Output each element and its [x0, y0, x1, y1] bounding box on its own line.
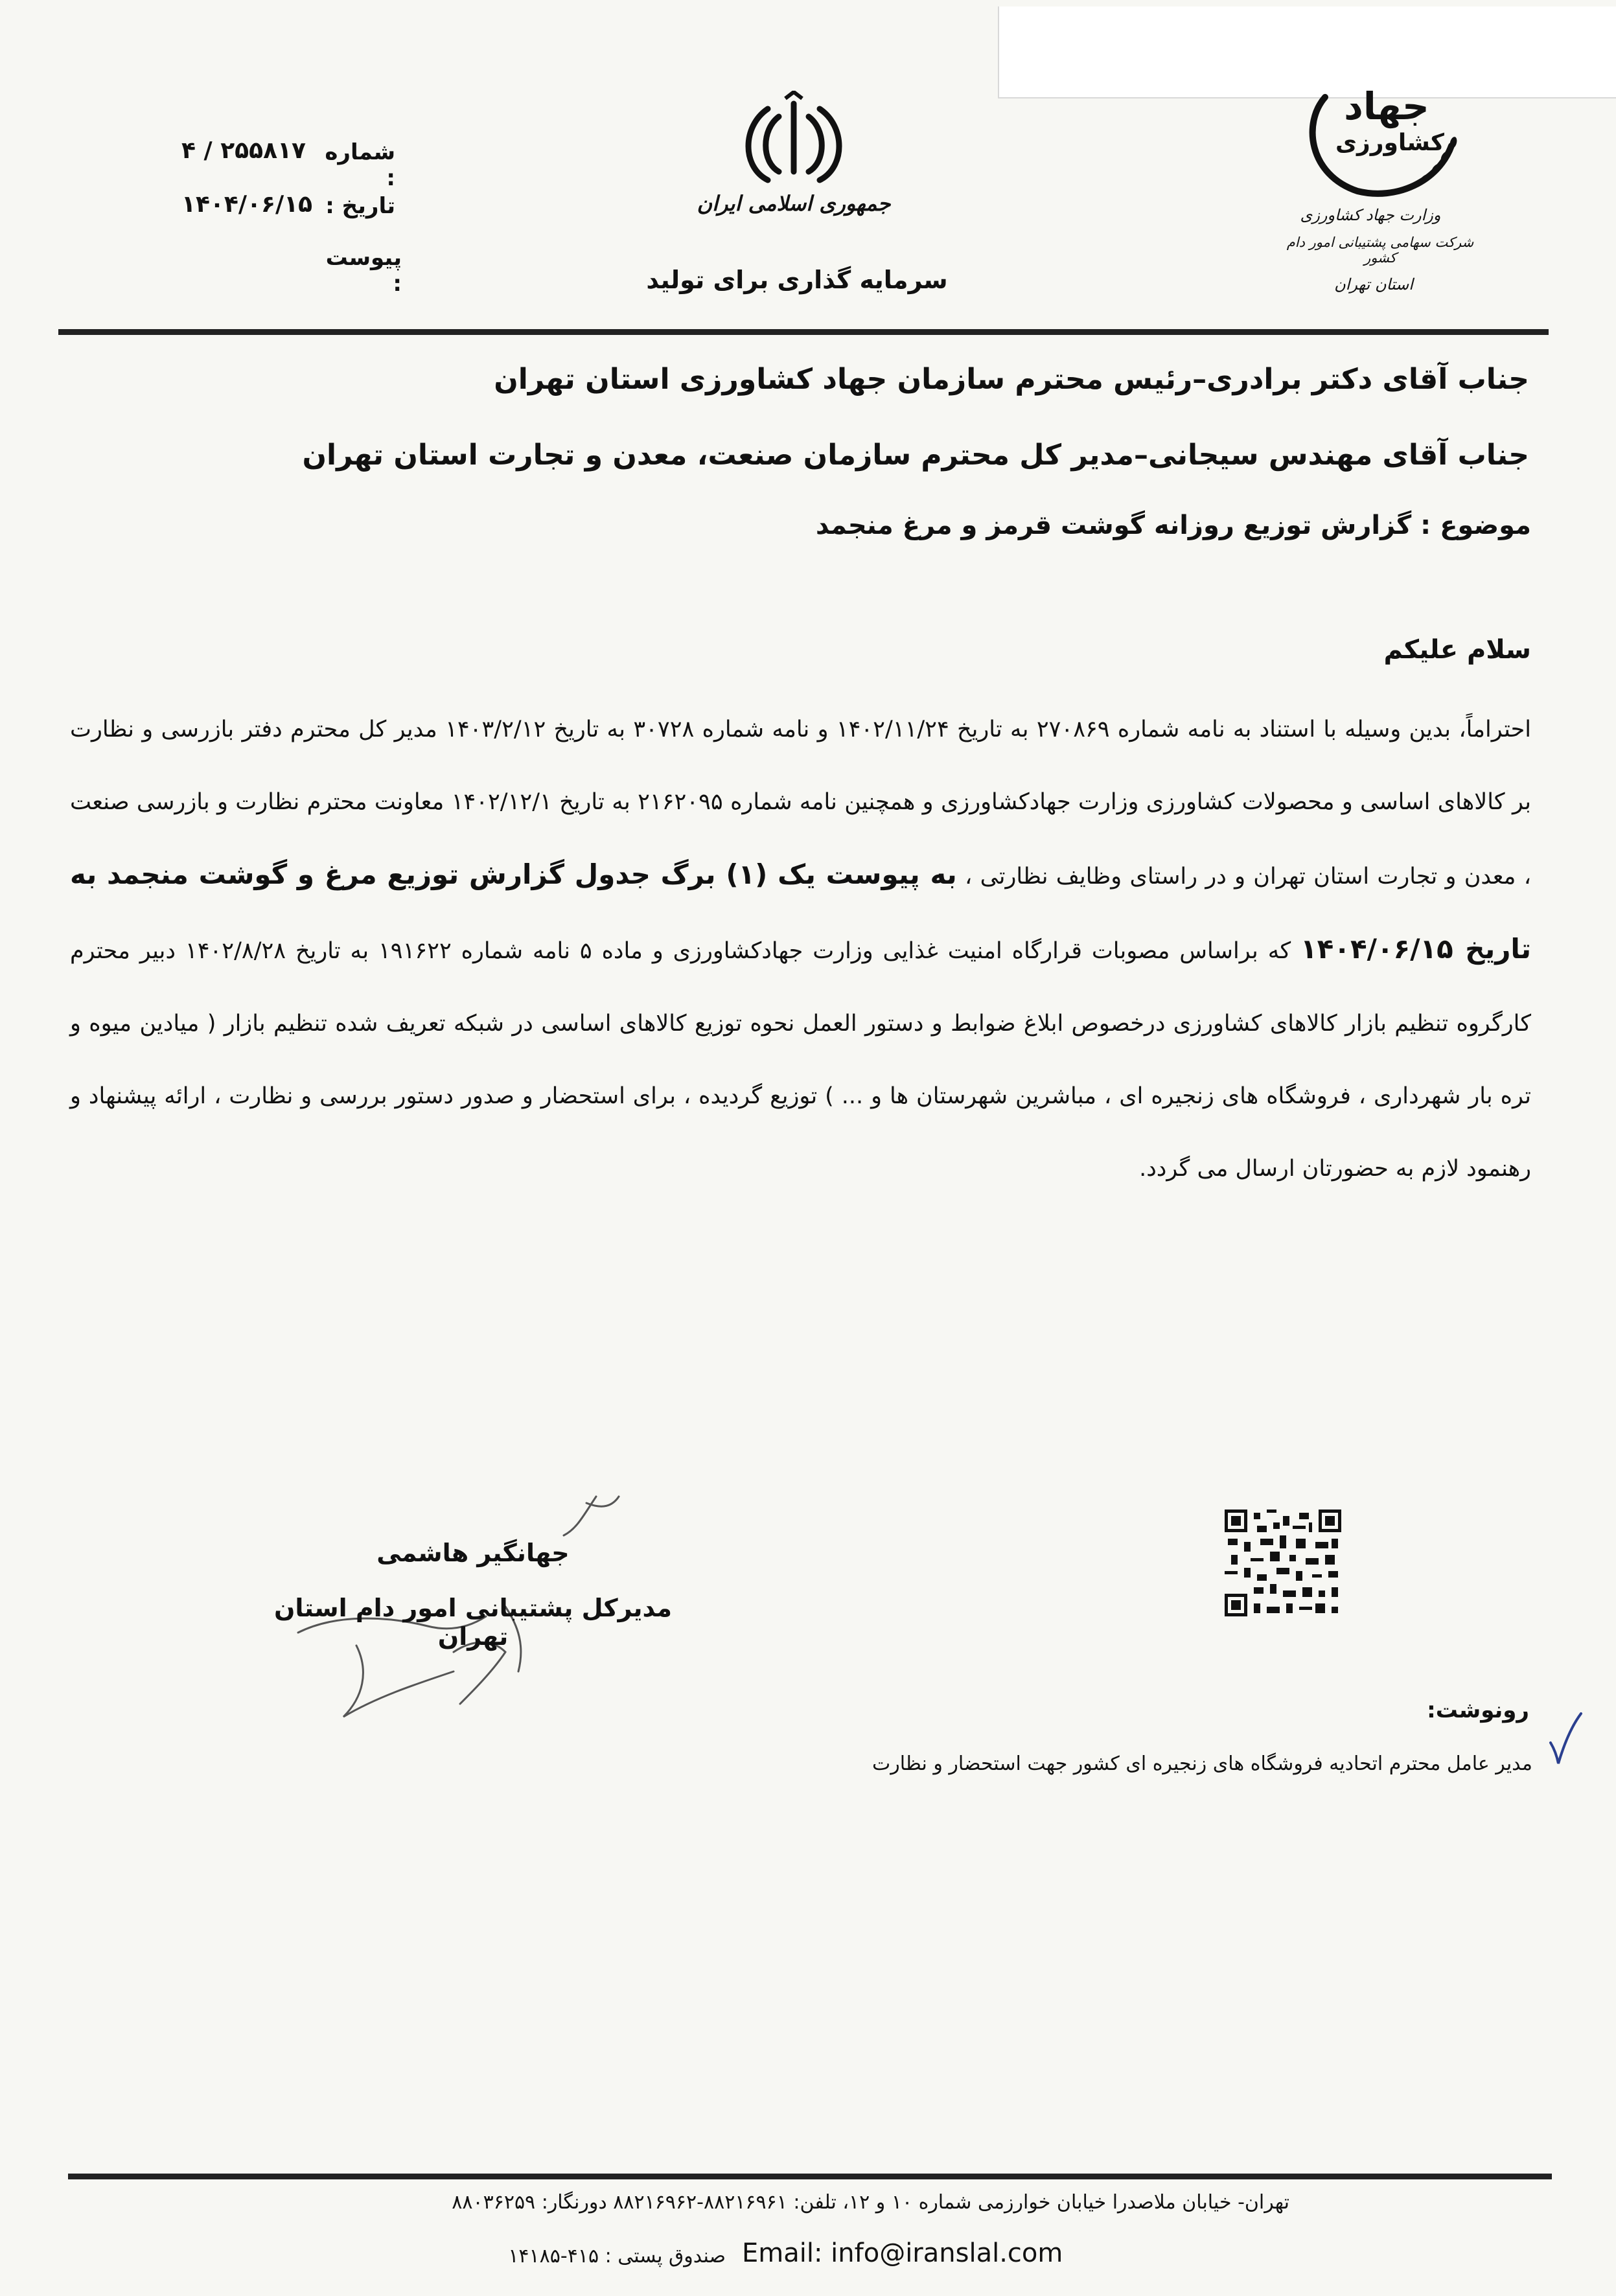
greeting: سلام علیکم [1383, 635, 1531, 665]
cc-item: مدیر عامل محترم اتحادیه فروشگاه های زنجیره ای کشور جهت استحضار و نظارت [871, 1752, 1532, 1775]
body-part-1: احتراماً، بدین وسیله با استناد به نامه شماره ۲۷۰۸۶۹ به تاریخ ۱۴۰۲/۱۱/۲۴ و نامه شماره ۳۰۷۲۸ به تاریخ ۱۴۰۳/۲/۱۲ مدیر کل محترم دفتر بازرسی و نظارت بر کالاهای اساسی و محصولات کشاورزی وزارت جهادکشاورزی و همچنین نامه شماره ۲۱۶۲۰۹۵ به تاریخ ۱۴۰۲/۱۲/۱ معاونت محترم نظارت و بازرسی صنعت ، معدن و تجارت استان تهران و در راستای وظایف نظارتی ، [70, 717, 1532, 890]
checkmark-icon [1545, 1710, 1584, 1769]
letter-body [70, 693, 1531, 1205]
logo-line-province: استان تهران [1334, 275, 1413, 293]
body-part-2: که براساس مصوبات قرارگاه امنیت غذایی وزارت جهادکشاورزی و ماده ۵ نامه شماره ۱۹۱۶۲۲ به تاریخ ۱۴۰۲/۸/۲۸ دبیر محترم کارگروه تنظیم بازار کالاهای کشاورزی درخصوص ابلاغ ضوابط و دستور العمل نحوه توزیع کالاهای اساسی در شبکه تعریف شده تنظیم بازار ( میادین میوه و تره بار شهرداری ، فروشگاه های زنجیره ای ، مباشرین شهرستان ها و ... ) توزیع گردیده ، برای استحضار و صدور دستور بررسی و نظارت ، ارائه پیشنهاد و رهنمود لازم به حضورتان ارسال می گردد. [70, 938, 1531, 1182]
addressee-1: جناب آقای دکتر برادری–رئیس محترم سازمان جهاد کشاورزی استان تهران [494, 363, 1529, 396]
header-divider [58, 329, 1549, 335]
emblem-caption: جمهوری اسلامی ایران [697, 191, 891, 216]
signatory-name: جهانگیر هاشمی [376, 1539, 570, 1567]
addressee-2: جناب آقای مهندس سیجانی–مدیر کل محترم سازمان صنعت، معدن و تجارت استان تهران [302, 439, 1529, 472]
footer-divider [68, 2174, 1552, 2179]
logo-word-keshavarzi: کشاورزی [1335, 130, 1444, 156]
logo-word-jahad: جهاد [1344, 84, 1429, 128]
attachment-label: پیوست : [325, 245, 402, 297]
signatory-title: مدیرکل پشتیبانی امور دام استان تهران [273, 1594, 672, 1651]
date-label: تاریخ : [325, 193, 395, 219]
subject-line: موضوع : گزارش توزیع روزانه گوشت قرمز و مرغ منجمد [815, 511, 1531, 540]
footer-email: Email: info@iranslal.com [742, 2238, 1063, 2268]
number-value: ۴ / ۲۵۵۸۱۷ [181, 137, 306, 164]
footer-postal: صندوق پستی : ۴۱۵-۱۴۱۸۵ [508, 2245, 726, 2267]
number-label: شماره : [325, 139, 395, 191]
jahad-keshavarzi-logo [1299, 84, 1468, 201]
logo-line-company: شرکت سهامی پشتیبانی امور دام کشور [1286, 235, 1474, 266]
iran-emblem-icon [739, 91, 849, 188]
body-bold-attachment: به پیوست یک (۱) برگ جدول گزارش توزیع مرغ و گوشت منجمد به تاریخ ۱۴۰۴/۰۶/۱۵ [70, 858, 1531, 965]
cc-label: رونوشت: [1427, 1697, 1529, 1723]
qr-code [1225, 1510, 1341, 1616]
logo-line-ministry: وزارت جهاد کشاورزی [1300, 206, 1441, 224]
slogan: سرمایه گذاری برای تولید [646, 266, 948, 294]
date-value: ۱۴۰۴/۰۶/۱۵ [181, 191, 313, 218]
footer-address: تهران- خیابان ملاصدرا خیابان خوارزمی شماره ۱۰ و ۱۲، تلفن: ۸۸۲۱۶۹۶۱-۸۸۲۱۶۹۶۲ دورنگار: ۸۸۰۳۶۲۵۹ [452, 2191, 1289, 2214]
